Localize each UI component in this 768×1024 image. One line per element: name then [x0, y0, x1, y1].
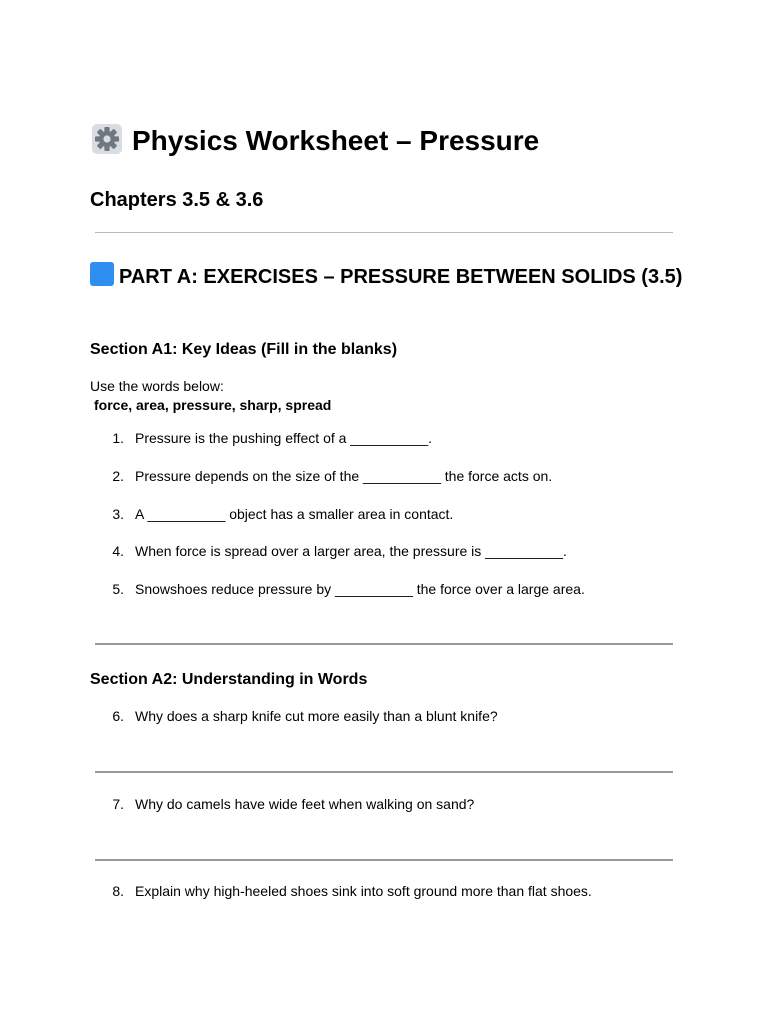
divider-top	[95, 232, 673, 233]
item-number: 2.	[112, 468, 124, 484]
part-a-heading-text: PART A: EXERCISES – PRESSURE BETWEEN SOLIDS (3.5)	[119, 266, 683, 288]
item-text: When force is spread over a larger area, the pressure is __________.	[135, 543, 567, 559]
item-text: A __________ object has a smaller area in contact.	[135, 506, 454, 522]
item-text: Why do camels have wide feet when walking on sand?	[135, 796, 475, 812]
chapters-subtitle: Chapters 3.5 & 3.6	[90, 189, 264, 211]
answer-line	[95, 771, 673, 773]
section-a2-heading: Section A2: Understanding in Words	[90, 671, 368, 688]
item-text: Pressure is the pushing effect of a __________.	[135, 430, 433, 446]
page-title	[90, 122, 539, 159]
part-a-heading	[90, 262, 690, 292]
item-text: Why does a sharp knife cut more easily than a blunt knife?	[135, 708, 498, 724]
item-text: Explain why high-heeled shoes sink into soft ground more than flat shoes.	[135, 883, 592, 899]
item-number: 3.	[112, 506, 124, 522]
blue-square-icon	[90, 262, 114, 286]
item-text: Snowshoes reduce pressure by __________ the force over a large area.	[135, 581, 585, 597]
word-bank-words: force, area, pressure, sharp, spread	[94, 397, 332, 413]
item-number: 6.	[112, 708, 124, 724]
gear-icon	[90, 122, 124, 156]
item-number: 7.	[112, 796, 124, 812]
item-text: Pressure depends on the size of the __________ the force acts on.	[135, 468, 553, 484]
divider-section-a1	[95, 643, 673, 645]
item-number: 5.	[112, 581, 124, 597]
answer-line	[95, 859, 673, 861]
item-number: 1.	[112, 430, 124, 446]
page-title-text: Physics Worksheet – Pressure	[132, 125, 540, 156]
word-bank-intro	[90, 377, 331, 415]
item-number: 8.	[112, 883, 124, 899]
section-a1-heading: Section A1: Key Ideas (Fill in the blanks)	[90, 341, 398, 358]
item-number: 4.	[112, 543, 124, 559]
word-bank-label: Use the words below:	[90, 378, 224, 394]
